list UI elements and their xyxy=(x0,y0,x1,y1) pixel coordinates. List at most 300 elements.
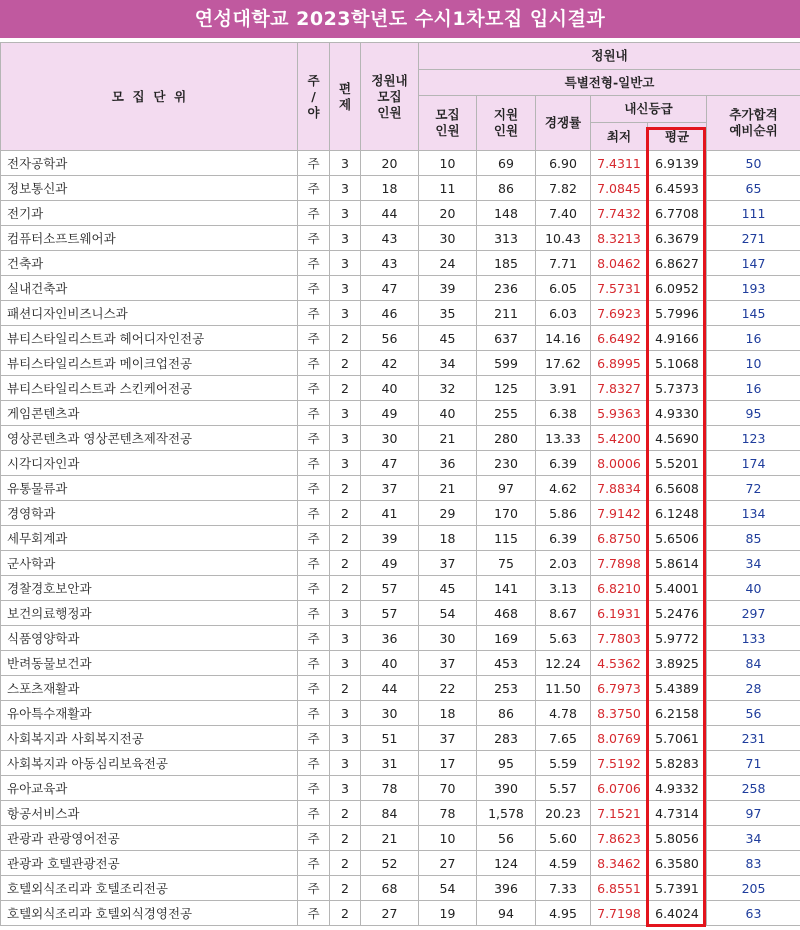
day-night-cell: 주 xyxy=(298,701,330,726)
quota-capacity-cell: 68 xyxy=(361,876,419,901)
quota-capacity-cell: 41 xyxy=(361,501,419,526)
lowest-grade-cell: 7.8623 xyxy=(591,826,648,851)
ratio-cell: 6.38 xyxy=(536,401,591,426)
day-night-cell: 주 xyxy=(298,426,330,451)
quota-capacity-cell: 52 xyxy=(361,851,419,876)
term-cell: 3 xyxy=(330,651,361,676)
quota-capacity-cell: 49 xyxy=(361,551,419,576)
day-night-cell: 주 xyxy=(298,201,330,226)
unit-name-cell: 전자공학과 xyxy=(1,151,298,176)
table-row xyxy=(1,276,800,301)
quota-capacity-cell: 47 xyxy=(361,451,419,476)
waitlist-rank-cell: 84 xyxy=(707,651,800,676)
quota-capacity-cell: 31 xyxy=(361,751,419,776)
table-row xyxy=(1,551,800,576)
day-night-cell: 주 xyxy=(298,551,330,576)
unit-name-cell: 컴퓨터소프트웨어과 xyxy=(1,226,298,251)
average-grade-cell: 5.7061 xyxy=(648,726,707,751)
table-row xyxy=(1,626,800,651)
day-night-cell: 주 xyxy=(298,301,330,326)
quota-capacity-cell: 44 xyxy=(361,201,419,226)
lowest-grade-cell: 7.0845 xyxy=(591,176,648,201)
term-cell: 3 xyxy=(330,776,361,801)
term-cell: 3 xyxy=(330,151,361,176)
term-cell: 3 xyxy=(330,201,361,226)
unit-name-cell: 경영학과 xyxy=(1,501,298,526)
quota-capacity-cell: 84 xyxy=(361,801,419,826)
average-grade-cell: 6.0952 xyxy=(648,276,707,301)
unit-name-cell: 시각디자인과 xyxy=(1,451,298,476)
day-night-cell: 주 xyxy=(298,326,330,351)
unit-name-cell: 게임콘텐츠과 xyxy=(1,401,298,426)
lowest-grade-cell: 7.4311 xyxy=(591,151,648,176)
table-row xyxy=(1,526,800,551)
day-night-cell: 주 xyxy=(298,726,330,751)
applicants-cell: 124 xyxy=(477,851,536,876)
ratio-cell: 2.03 xyxy=(536,551,591,576)
applicants-cell: 86 xyxy=(477,176,536,201)
term-cell: 3 xyxy=(330,226,361,251)
table-row xyxy=(1,426,800,451)
table-header xyxy=(1,43,800,151)
ratio-cell: 5.63 xyxy=(536,626,591,651)
ratio-cell: 7.65 xyxy=(536,726,591,751)
table-row xyxy=(1,451,800,476)
ratio-cell: 7.71 xyxy=(536,251,591,276)
waitlist-rank-cell: 97 xyxy=(707,801,800,826)
quota-capacity-cell: 39 xyxy=(361,526,419,551)
unit-name-cell: 반려동물보건과 xyxy=(1,651,298,676)
header-lowest: 최저 xyxy=(591,123,648,151)
ratio-cell: 6.39 xyxy=(536,526,591,551)
term-cell: 2 xyxy=(330,501,361,526)
recruited-cell: 10 xyxy=(419,151,477,176)
applicants-cell: 148 xyxy=(477,201,536,226)
average-grade-cell: 6.4593 xyxy=(648,176,707,201)
table-row xyxy=(1,301,800,326)
ratio-cell: 6.39 xyxy=(536,451,591,476)
table-row xyxy=(1,701,800,726)
unit-name-cell: 호텔외식조리과 호텔외식경영전공 xyxy=(1,901,298,926)
term-cell: 2 xyxy=(330,376,361,401)
term-cell: 2 xyxy=(330,801,361,826)
unit-name-cell: 사회복지과 사회복지전공 xyxy=(1,726,298,751)
applicants-cell: 86 xyxy=(477,701,536,726)
unit-name-cell: 뷰티스타일리스트과 메이크업전공 xyxy=(1,351,298,376)
day-night-cell: 주 xyxy=(298,476,330,501)
waitlist-rank-cell: 147 xyxy=(707,251,800,276)
waitlist-rank-cell: 72 xyxy=(707,476,800,501)
unit-name-cell: 건축과 xyxy=(1,251,298,276)
term-cell: 3 xyxy=(330,451,361,476)
lowest-grade-cell: 6.7973 xyxy=(591,676,648,701)
recruited-cell: 54 xyxy=(419,601,477,626)
recruited-cell: 30 xyxy=(419,626,477,651)
table-row xyxy=(1,776,800,801)
header-day-night: 주 / 야 xyxy=(298,43,330,151)
term-cell: 2 xyxy=(330,851,361,876)
average-grade-cell: 6.8627 xyxy=(648,251,707,276)
header-applicants: 지원 인원 xyxy=(477,96,536,151)
term-cell: 2 xyxy=(330,576,361,601)
lowest-grade-cell: 7.6923 xyxy=(591,301,648,326)
applicants-cell: 94 xyxy=(477,901,536,926)
average-grade-cell: 6.1248 xyxy=(648,501,707,526)
waitlist-rank-cell: 205 xyxy=(707,876,800,901)
quota-capacity-cell: 43 xyxy=(361,251,419,276)
waitlist-rank-cell: 16 xyxy=(707,326,800,351)
lowest-grade-cell: 7.1521 xyxy=(591,801,648,826)
lowest-grade-cell: 6.8210 xyxy=(591,576,648,601)
page-title: 연성대학교 2023학년도 수시1차모집 입시결과 xyxy=(0,0,800,38)
ratio-cell: 11.50 xyxy=(536,676,591,701)
term-cell: 2 xyxy=(330,551,361,576)
recruited-cell: 37 xyxy=(419,651,477,676)
waitlist-rank-cell: 134 xyxy=(707,501,800,526)
recruited-cell: 32 xyxy=(419,376,477,401)
table-row xyxy=(1,351,800,376)
term-cell: 3 xyxy=(330,251,361,276)
recruited-cell: 36 xyxy=(419,451,477,476)
applicants-cell: 170 xyxy=(477,501,536,526)
waitlist-rank-cell: 16 xyxy=(707,376,800,401)
table-row xyxy=(1,501,800,526)
day-night-cell: 주 xyxy=(298,876,330,901)
header-recruited: 모집 인원 xyxy=(419,96,477,151)
average-grade-cell: 6.2158 xyxy=(648,701,707,726)
applicants-cell: 230 xyxy=(477,451,536,476)
table-row xyxy=(1,901,800,926)
waitlist-rank-cell: 34 xyxy=(707,826,800,851)
quota-capacity-cell: 30 xyxy=(361,701,419,726)
average-grade-cell: 5.5201 xyxy=(648,451,707,476)
day-night-cell: 주 xyxy=(298,376,330,401)
recruited-cell: 10 xyxy=(419,826,477,851)
header-ratio: 경쟁률 xyxy=(536,96,591,151)
lowest-grade-cell: 8.0006 xyxy=(591,451,648,476)
term-cell: 3 xyxy=(330,176,361,201)
lowest-grade-cell: 6.1931 xyxy=(591,601,648,626)
lowest-grade-cell: 4.5362 xyxy=(591,651,648,676)
term-cell: 3 xyxy=(330,751,361,776)
recruited-cell: 17 xyxy=(419,751,477,776)
average-grade-cell: 5.8614 xyxy=(648,551,707,576)
waitlist-rank-cell: 28 xyxy=(707,676,800,701)
ratio-cell: 7.33 xyxy=(536,876,591,901)
recruited-cell: 18 xyxy=(419,701,477,726)
quota-capacity-cell: 57 xyxy=(361,576,419,601)
waitlist-rank-cell: 34 xyxy=(707,551,800,576)
waitlist-rank-cell: 56 xyxy=(707,701,800,726)
average-grade-cell: 6.7708 xyxy=(648,201,707,226)
day-night-cell: 주 xyxy=(298,576,330,601)
ratio-cell: 20.23 xyxy=(536,801,591,826)
day-night-cell: 주 xyxy=(298,776,330,801)
table-row xyxy=(1,476,800,501)
quota-capacity-cell: 46 xyxy=(361,301,419,326)
quota-capacity-cell: 42 xyxy=(361,351,419,376)
quota-capacity-cell: 49 xyxy=(361,401,419,426)
waitlist-rank-cell: 174 xyxy=(707,451,800,476)
waitlist-rank-cell: 10 xyxy=(707,351,800,376)
waitlist-rank-cell: 111 xyxy=(707,201,800,226)
table-row xyxy=(1,401,800,426)
lowest-grade-cell: 7.7803 xyxy=(591,626,648,651)
recruited-cell: 34 xyxy=(419,351,477,376)
ratio-cell: 5.57 xyxy=(536,776,591,801)
lowest-grade-cell: 8.3462 xyxy=(591,851,648,876)
average-grade-cell: 6.3679 xyxy=(648,226,707,251)
table-row xyxy=(1,651,800,676)
recruited-cell: 21 xyxy=(419,476,477,501)
header-track: 특별전형-일반고 xyxy=(419,70,800,96)
applicants-cell: 255 xyxy=(477,401,536,426)
day-night-cell: 주 xyxy=(298,751,330,776)
table-row xyxy=(1,851,800,876)
day-night-cell: 주 xyxy=(298,276,330,301)
recruited-cell: 70 xyxy=(419,776,477,801)
recruited-cell: 29 xyxy=(419,501,477,526)
waitlist-rank-cell: 193 xyxy=(707,276,800,301)
applicants-cell: 283 xyxy=(477,726,536,751)
day-night-cell: 주 xyxy=(298,801,330,826)
unit-name-cell: 관광과 호텔관광전공 xyxy=(1,851,298,876)
average-grade-cell: 5.6506 xyxy=(648,526,707,551)
term-cell: 2 xyxy=(330,526,361,551)
waitlist-rank-cell: 123 xyxy=(707,426,800,451)
quota-capacity-cell: 47 xyxy=(361,276,419,301)
lowest-grade-cell: 7.5731 xyxy=(591,276,648,301)
term-cell: 2 xyxy=(330,876,361,901)
lowest-grade-cell: 7.7898 xyxy=(591,551,648,576)
recruited-cell: 45 xyxy=(419,326,477,351)
unit-name-cell: 세무회계과 xyxy=(1,526,298,551)
table-row xyxy=(1,176,800,201)
applicants-cell: 396 xyxy=(477,876,536,901)
recruited-cell: 20 xyxy=(419,201,477,226)
day-night-cell: 주 xyxy=(298,351,330,376)
applicants-cell: 69 xyxy=(477,151,536,176)
waitlist-rank-cell: 63 xyxy=(707,901,800,926)
quota-capacity-cell: 36 xyxy=(361,626,419,651)
lowest-grade-cell: 7.8834 xyxy=(591,476,648,501)
average-grade-cell: 6.5608 xyxy=(648,476,707,501)
term-cell: 3 xyxy=(330,276,361,301)
recruited-cell: 78 xyxy=(419,801,477,826)
term-cell: 3 xyxy=(330,726,361,751)
average-grade-cell: 6.4024 xyxy=(648,901,707,926)
lowest-grade-cell: 7.5192 xyxy=(591,751,648,776)
waitlist-rank-cell: 71 xyxy=(707,751,800,776)
table-row xyxy=(1,576,800,601)
unit-name-cell: 정보통신과 xyxy=(1,176,298,201)
term-cell: 3 xyxy=(330,626,361,651)
average-grade-cell: 5.4389 xyxy=(648,676,707,701)
day-night-cell: 주 xyxy=(298,226,330,251)
applicants-cell: 280 xyxy=(477,426,536,451)
lowest-grade-cell: 7.9142 xyxy=(591,501,648,526)
day-night-cell: 주 xyxy=(298,626,330,651)
lowest-grade-cell: 6.8551 xyxy=(591,876,648,901)
ratio-cell: 6.03 xyxy=(536,301,591,326)
waitlist-rank-cell: 65 xyxy=(707,176,800,201)
ratio-cell: 7.82 xyxy=(536,176,591,201)
applicants-cell: 141 xyxy=(477,576,536,601)
recruited-cell: 54 xyxy=(419,876,477,901)
header-quota-capacity: 정원내 모집 인원 xyxy=(361,43,419,151)
ratio-cell: 12.24 xyxy=(536,651,591,676)
term-cell: 2 xyxy=(330,326,361,351)
day-night-cell: 주 xyxy=(298,901,330,926)
table-row xyxy=(1,151,800,176)
unit-name-cell: 관광과 관광영어전공 xyxy=(1,826,298,851)
recruited-cell: 37 xyxy=(419,551,477,576)
applicants-cell: 115 xyxy=(477,526,536,551)
day-night-cell: 주 xyxy=(298,251,330,276)
applicants-cell: 97 xyxy=(477,476,536,501)
recruited-cell: 27 xyxy=(419,851,477,876)
term-cell: 3 xyxy=(330,601,361,626)
average-grade-cell: 5.8283 xyxy=(648,751,707,776)
average-grade-cell: 4.9330 xyxy=(648,401,707,426)
table-row xyxy=(1,376,800,401)
average-grade-cell: 5.1068 xyxy=(648,351,707,376)
unit-name-cell: 전기과 xyxy=(1,201,298,226)
day-night-cell: 주 xyxy=(298,826,330,851)
average-grade-cell: 5.9772 xyxy=(648,626,707,651)
lowest-grade-cell: 8.0769 xyxy=(591,726,648,751)
lowest-grade-cell: 8.3750 xyxy=(591,701,648,726)
ratio-cell: 3.13 xyxy=(536,576,591,601)
waitlist-rank-cell: 231 xyxy=(707,726,800,751)
quota-capacity-cell: 30 xyxy=(361,426,419,451)
table-row xyxy=(1,676,800,701)
applicants-cell: 1,578 xyxy=(477,801,536,826)
term-cell: 2 xyxy=(330,676,361,701)
unit-name-cell: 실내건축과 xyxy=(1,276,298,301)
waitlist-rank-cell: 271 xyxy=(707,226,800,251)
average-grade-cell: 5.7373 xyxy=(648,376,707,401)
term-cell: 2 xyxy=(330,351,361,376)
unit-name-cell: 뷰티스타일리스트과 헤어디자인전공 xyxy=(1,326,298,351)
applicants-cell: 637 xyxy=(477,326,536,351)
lowest-grade-cell: 6.8750 xyxy=(591,526,648,551)
waitlist-rank-cell: 133 xyxy=(707,626,800,651)
waitlist-rank-cell: 95 xyxy=(707,401,800,426)
day-night-cell: 주 xyxy=(298,651,330,676)
ratio-cell: 3.91 xyxy=(536,376,591,401)
ratio-cell: 4.95 xyxy=(536,901,591,926)
ratio-cell: 5.60 xyxy=(536,826,591,851)
table-row xyxy=(1,601,800,626)
header-grade: 내신등급 xyxy=(591,96,707,123)
table-body xyxy=(1,151,800,926)
day-night-cell: 주 xyxy=(298,176,330,201)
quota-capacity-cell: 78 xyxy=(361,776,419,801)
applicants-cell: 56 xyxy=(477,826,536,851)
recruited-cell: 24 xyxy=(419,251,477,276)
ratio-cell: 14.16 xyxy=(536,326,591,351)
recruited-cell: 22 xyxy=(419,676,477,701)
waitlist-rank-cell: 50 xyxy=(707,151,800,176)
lowest-grade-cell: 7.7198 xyxy=(591,901,648,926)
lowest-grade-cell: 6.6492 xyxy=(591,326,648,351)
waitlist-rank-cell: 40 xyxy=(707,576,800,601)
quota-capacity-cell: 40 xyxy=(361,651,419,676)
quota-capacity-cell: 44 xyxy=(361,676,419,701)
unit-name-cell: 뷰티스타일리스트과 스킨케어전공 xyxy=(1,376,298,401)
recruited-cell: 37 xyxy=(419,726,477,751)
term-cell: 2 xyxy=(330,901,361,926)
average-grade-cell: 4.9332 xyxy=(648,776,707,801)
average-grade-cell: 5.7391 xyxy=(648,876,707,901)
applicants-cell: 95 xyxy=(477,751,536,776)
lowest-grade-cell: 8.0462 xyxy=(591,251,648,276)
waitlist-rank-cell: 145 xyxy=(707,301,800,326)
recruited-cell: 21 xyxy=(419,426,477,451)
applicants-cell: 313 xyxy=(477,226,536,251)
header-in-quota: 정원내 xyxy=(419,43,800,70)
table-row xyxy=(1,826,800,851)
recruited-cell: 18 xyxy=(419,526,477,551)
recruited-cell: 19 xyxy=(419,901,477,926)
lowest-grade-cell: 7.7432 xyxy=(591,201,648,226)
header-unit: 모 집 단 위 xyxy=(1,43,298,151)
average-grade-cell: 6.3580 xyxy=(648,851,707,876)
table-row xyxy=(1,326,800,351)
quota-capacity-cell: 27 xyxy=(361,901,419,926)
recruited-cell: 30 xyxy=(419,226,477,251)
quota-capacity-cell: 57 xyxy=(361,601,419,626)
term-cell: 2 xyxy=(330,826,361,851)
applicants-cell: 253 xyxy=(477,676,536,701)
recruited-cell: 39 xyxy=(419,276,477,301)
ratio-cell: 4.78 xyxy=(536,701,591,726)
unit-name-cell: 스포츠재활과 xyxy=(1,676,298,701)
table-row xyxy=(1,226,800,251)
applicants-cell: 211 xyxy=(477,301,536,326)
lowest-grade-cell: 8.3213 xyxy=(591,226,648,251)
lowest-grade-cell: 6.8995 xyxy=(591,351,648,376)
recruited-cell: 40 xyxy=(419,401,477,426)
ratio-cell: 17.62 xyxy=(536,351,591,376)
applicants-cell: 236 xyxy=(477,276,536,301)
term-cell: 2 xyxy=(330,476,361,501)
day-night-cell: 주 xyxy=(298,151,330,176)
quota-capacity-cell: 51 xyxy=(361,726,419,751)
average-grade-cell: 4.7314 xyxy=(648,801,707,826)
recruited-cell: 35 xyxy=(419,301,477,326)
waitlist-rank-cell: 258 xyxy=(707,776,800,801)
ratio-cell: 8.67 xyxy=(536,601,591,626)
quota-capacity-cell: 40 xyxy=(361,376,419,401)
unit-name-cell: 영상콘텐츠과 영상콘텐츠제작전공 xyxy=(1,426,298,451)
average-grade-cell: 5.7996 xyxy=(648,301,707,326)
unit-name-cell: 유아특수재활과 xyxy=(1,701,298,726)
lowest-grade-cell: 5.4200 xyxy=(591,426,648,451)
average-grade-cell: 5.2476 xyxy=(648,601,707,626)
unit-name-cell: 호텔외식조리과 호텔조리전공 xyxy=(1,876,298,901)
applicants-cell: 185 xyxy=(477,251,536,276)
waitlist-rank-cell: 85 xyxy=(707,526,800,551)
day-night-cell: 주 xyxy=(298,401,330,426)
applicants-cell: 599 xyxy=(477,351,536,376)
ratio-cell: 4.59 xyxy=(536,851,591,876)
unit-name-cell: 항공서비스과 xyxy=(1,801,298,826)
average-grade-cell: 3.8925 xyxy=(648,651,707,676)
day-night-cell: 주 xyxy=(298,501,330,526)
applicants-cell: 125 xyxy=(477,376,536,401)
